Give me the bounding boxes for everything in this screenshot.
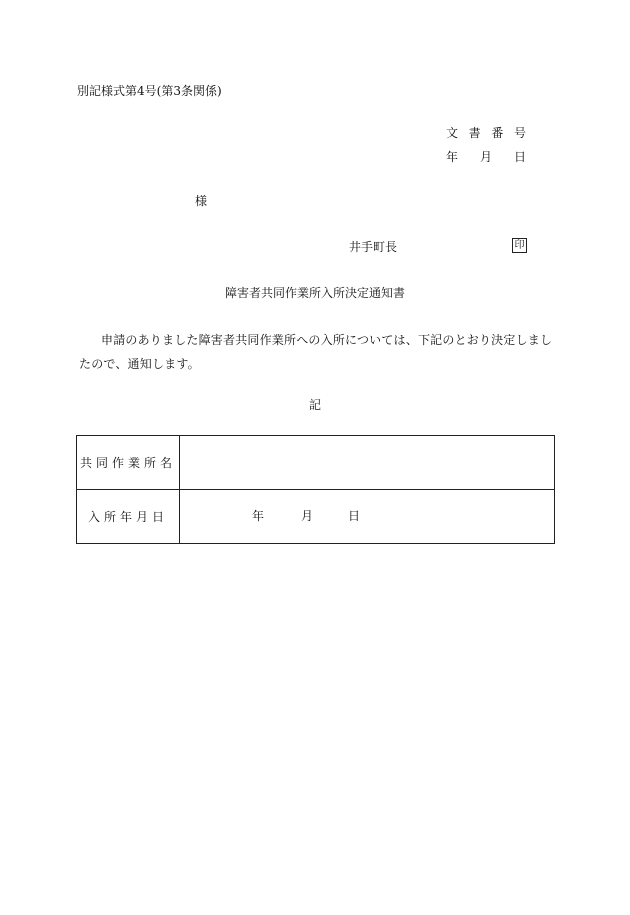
admission-date-cell <box>180 490 555 544</box>
date-year-label: 年 <box>446 150 459 164</box>
document-number-label <box>446 126 526 140</box>
addressee-honorific: 様 <box>195 194 208 208</box>
form-label: 別記様式第4号(第3条関係) <box>77 84 222 98</box>
admission-year-label: 年 <box>252 509 265 523</box>
date-day-label: 日 <box>513 150 526 164</box>
issue-date-label <box>446 150 526 164</box>
doc-number-char: 書 <box>468 126 481 140</box>
info-table <box>76 435 555 544</box>
sender-name: 井手町長 <box>349 240 398 254</box>
table-header-workshop-name: 共同作業所名 <box>77 436 180 490</box>
doc-number-char: 文 <box>446 126 459 140</box>
document-title: 障害者共同作業所入所決定通知書 <box>224 286 405 300</box>
date-month-label: 月 <box>479 150 492 164</box>
admission-day-label: 日 <box>348 509 361 523</box>
table-row <box>77 490 555 544</box>
seal-stamp: 印 <box>512 238 527 253</box>
doc-number-char: 号 <box>513 126 526 140</box>
notation-heading: 記 <box>308 398 321 412</box>
body-text: 申請のありました障害者共同作業所への入所については、下記のとおり決定しましたので、通知します。 <box>79 333 553 371</box>
table-header-admission-date: 入所年月日 <box>77 490 180 544</box>
doc-number-char: 番 <box>491 126 504 140</box>
admission-month-label: 月 <box>301 509 314 523</box>
table-row <box>77 436 555 490</box>
workshop-name-cell <box>180 436 555 490</box>
